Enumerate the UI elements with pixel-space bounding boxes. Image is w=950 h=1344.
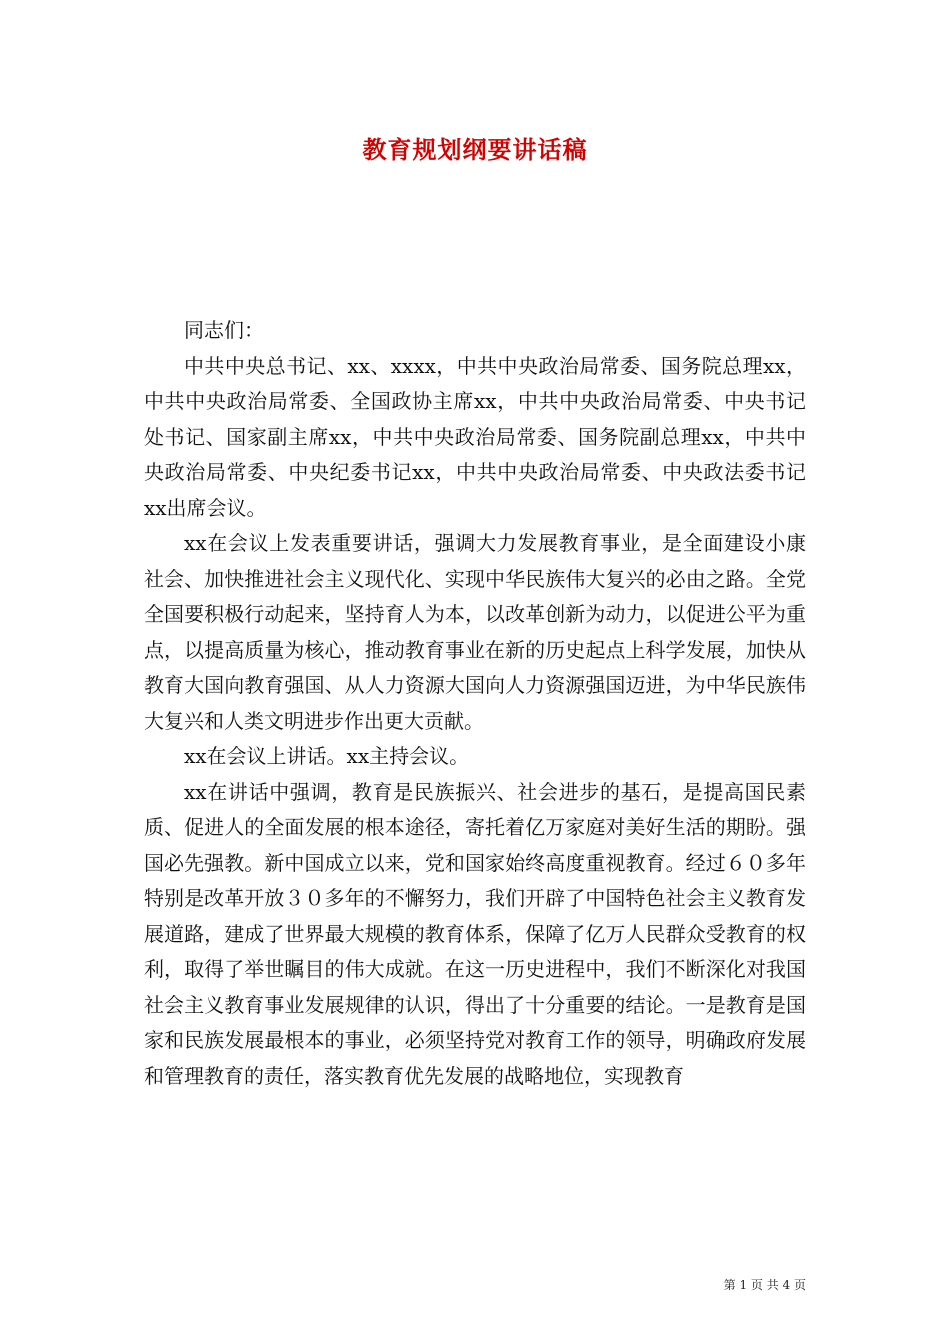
paragraph-attendees: 中共中央总书记、xx、xxxx，中共中央政治局常委、国务院总理xx，中共中央政治局常委、全国政协主席xx，中共中央政治局常委、中央书记处书记、国家副主席xx，中共中央政治局常委、国务院副总理xx，中共中央政治局常委、中央纪委书记xx，中共中央政治局常委、中央政法委书记xx出席会议。 [144,353,806,520]
document-body [144,313,806,1094]
paragraph-education-emphasis: xx在讲话中强调，教育是民族振兴、社会进步的基石，是提高国民素质、促进人的全面发展的根本途径，寄托着亿万家庭对美好生活的期盼。强国必先强教。新中国成立以来，党和国家始终高度重视教育。经过６０多年特别是改革开放３０多年的不懈努力，我们开辟了中国特色社会主义教育发展道路，建成了世界最大规模的教育体系，保障了亿万人民群众受教育的权利，取得了举世瞩目的伟大成就。在这一历史进程中，我们不断深化对我国社会主义教育事业发展规律的认识，得出了十分重要的结论。一是教育是国家和民族发展最根本的事业，必须坚持党对教育工作的领导，明确政府发展和管理教育的责任，落实教育优先发展的战略地位，实现教育 [144,779,806,1088]
paragraph-important-speech: xx在会议上发表重要讲话，强调大力发展教育事业，是全面建设小康社会、加快推进社会主义现代化、实现中华民族伟大复兴的必由之路。全党全国要积极行动起来，坚持育人为本，以改革创新为动力，以促进公平为重点，以提高质量为核心，推动教育事业在新的历史起点上科学发展，加快从教育大国向教育强国、从人力资源大国向人力资源强国迈进，为中华民族伟大复兴和人类文明进步作出更大贡献。 [144,531,806,733]
greeting: 同志们： [184,318,264,342]
page-number: 第 1 页 共 4 页 [723,1278,806,1292]
document-title: 教育规划纲要讲话稿 [362,135,588,164]
paragraph-host: xx在会议上讲话。xx主持会议。 [184,744,470,768]
